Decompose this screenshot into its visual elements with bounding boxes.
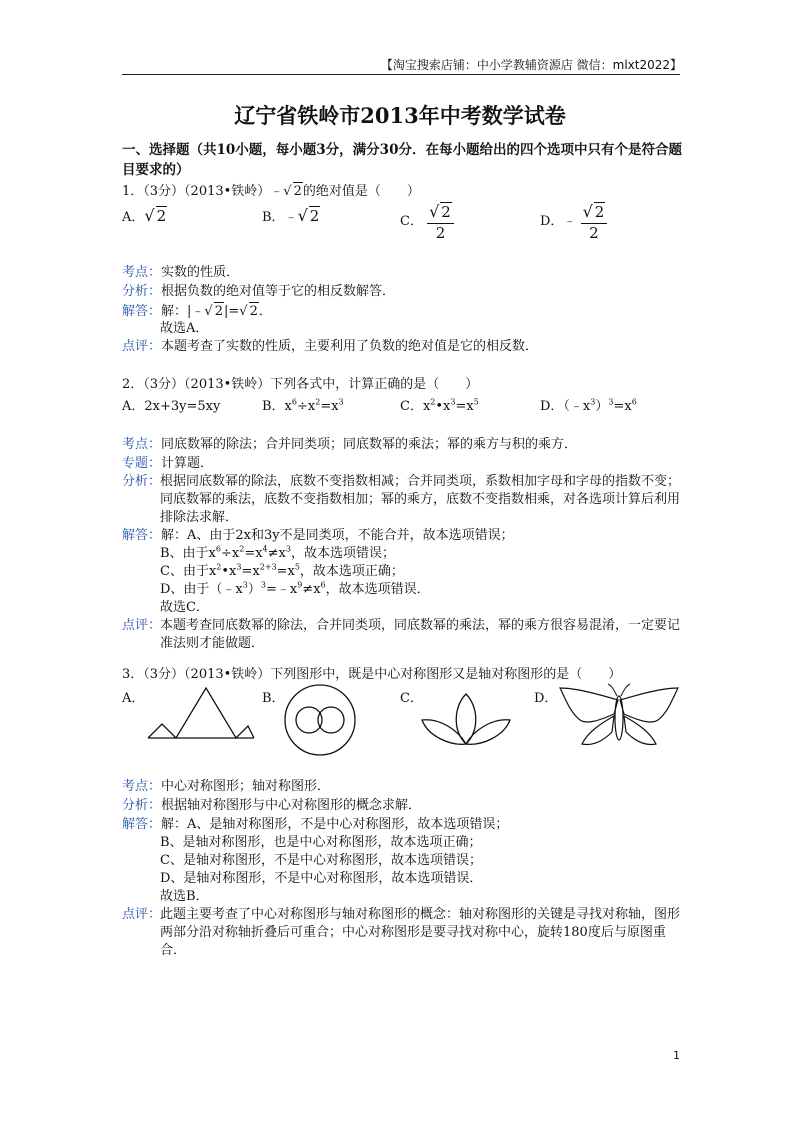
- q1-option-c: C． $\frac{√ 2}{2}$: [400, 202, 454, 242]
- page-title: 辽宁省铁岭市2013年中考数学试卷: [234, 103, 566, 128]
- q2-jieda-c: C、由于$x^2•x^3=x^{2+3}=x^5$，故本选项正确；: [160, 562, 404, 579]
- q3-jieda-d: D、是轴对称图形，不是中心对称图形，故本选项错误．: [160, 871, 483, 886]
- q3-fenxi: 分析：根据轴对称图形与中心对称图形的概念求解．: [122, 798, 422, 813]
- q2-fenxi: 分析： 根据同底数幂的除法，底数不变指数相减；合并同类项，系数相加字母和字母的指数不变；同底数幂的乘法，底数不变指数相加；幂的乘方，底数不变指数相乘，对各选项计算后利用排除法求解．: [122, 474, 681, 525]
- q3-kaodian: 考点：中心对称图形；轴对称图形．: [122, 779, 331, 794]
- q3-jieda-c: C、是轴对称图形，不是中心对称图形，故本选项错误；: [160, 853, 482, 868]
- q1-jieda: 解答：解：|﹣√ 2|=√ 2．: [122, 304, 272, 319]
- q2-option-c: C．$x^2•x^3=x^5$: [400, 397, 479, 414]
- header-text: 【淘宝搜索店铺：中小学教辅资源店 微信：mlxt2022】: [380, 58, 682, 72]
- q1-dianping: 点评：本题考查了实数的性质，主要利用了负数的绝对值是它的相反数．: [122, 339, 539, 354]
- circles-figure: [282, 682, 358, 758]
- q2-jieda-d: D、由于$(﹣x^3)^3=﹣x^9\ne x^6$，故本选项错误．: [160, 580, 430, 597]
- q3-jieda-b: B、是轴对称图形，也是中心对称图形，故本选项正确；: [160, 835, 482, 850]
- q1-option-b: B．﹣√ 2: [262, 206, 320, 225]
- q1-option-d: D．﹣ $\frac{√ 2}{2}$: [540, 202, 607, 242]
- q3-jieda: 解答：解：A、是轴对称图形，不是中心对称图形，故本选项错误；: [122, 817, 509, 832]
- q2-stem: 2．（3分）（2013•铁岭）下列各式中，计算正确的是（ ）: [122, 377, 479, 392]
- q3-stem: 3．（3分）（2013•铁岭）下列图形中，既是中心对称图形又是轴对称图形的是（ ）: [122, 667, 622, 682]
- q3-option-a-label: A．: [122, 691, 145, 706]
- q2-option-b: B．$x^6\div x^2=x^3$: [262, 397, 344, 414]
- q1-fenxi: 分析：根据负数的绝对值等于它的相反数解答．: [122, 284, 396, 299]
- q2-option-d: D．$(﹣x^3)^3=x^6$: [540, 397, 637, 414]
- q2-zhuanti: 专题：计算题．: [122, 456, 214, 471]
- q1-option-a: A．√ 2: [122, 206, 167, 225]
- q2-jieda: 解答：解：A、由于2x和3y不是同类项，不能合并，故本选项错误；: [122, 528, 514, 543]
- q1-stem: 1．（3分）（2013•铁岭）﹣√ 2的绝对值是（ ）: [122, 184, 420, 199]
- q2-jieda-b: B、由于$x^6\div x^2=x^4\ne x^3$，故本选项错误；: [160, 544, 395, 561]
- header-rule: [122, 74, 680, 75]
- mountain-figure: [140, 682, 260, 742]
- butterfly-figure: [556, 682, 682, 762]
- lotus-figure: [416, 690, 516, 750]
- q3-option-b-label: B．: [262, 691, 285, 706]
- q3-option-c-label: C．: [400, 691, 423, 706]
- q2-option-a: A．2x+3y=5xy: [122, 399, 221, 414]
- q1-jieda-2: 故选A．: [160, 321, 209, 336]
- q2-kaodian: 考点：同底数幂的除法；合并同类项；同底数幂的乘法；幂的乘方与积的乘方．: [122, 437, 578, 452]
- q2-dianping: 点评： 本题考查同底数幂的除法，合并同类项，同底数幂的乘法，幂的乘方很容易混淆，一定要记准法则才能做题．: [122, 618, 681, 651]
- q3-dianping: 点评： 此题主要考查了中心对称图形与轴对称图形的概念：轴对称图形的关键是寻找对称轴，图形两部分沿对称轴折叠后可重合；中心对称图形是要寻找对称中心，旋转180度后与原图重合．: [122, 907, 681, 958]
- q2-jieda-5: 故选C．: [160, 600, 209, 615]
- q3-jieda-5: 故选B．: [160, 889, 209, 904]
- section-heading: 一、选择题（共10小题，每小题3分，满分30分．在每小题给出的四个选项中只有个是符合题目要求的）: [122, 142, 682, 178]
- page-number: 1: [673, 1049, 680, 1062]
- q1-kaodian: 考点：实数的性质．: [122, 265, 240, 280]
- q3-option-d-label: D．: [534, 691, 558, 706]
